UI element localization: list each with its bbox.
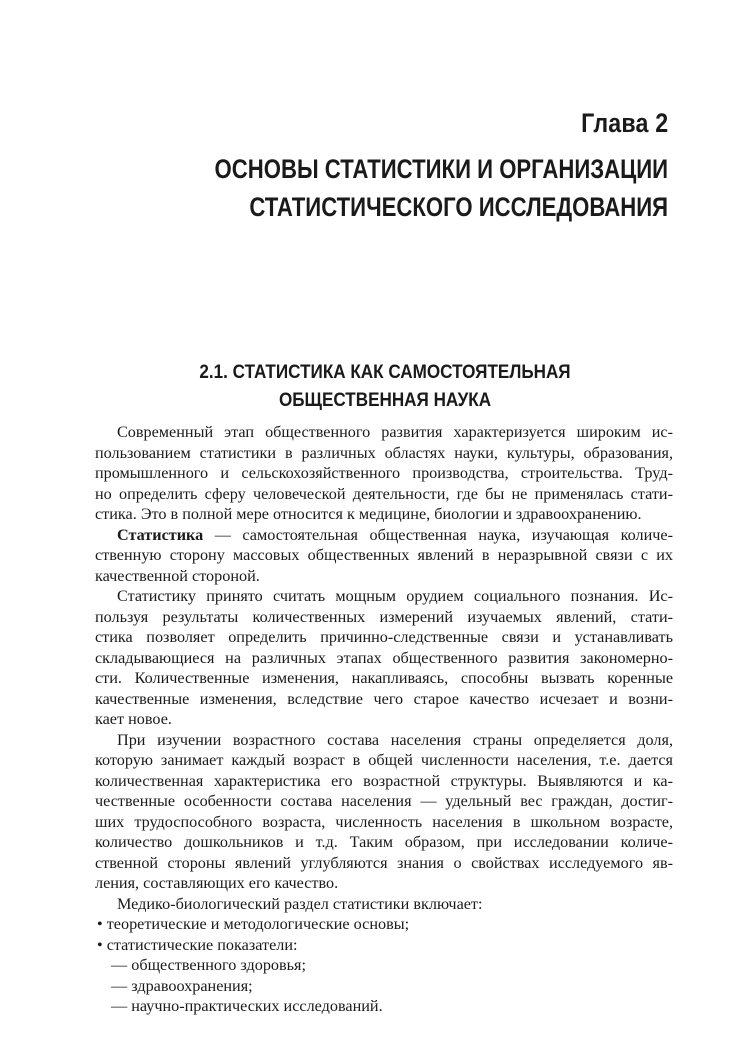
paragraph-line: Медико-биологический раздел статистики включает: bbox=[117, 894, 483, 913]
chapter-title-line: СТАТИСТИЧЕСКОГО ИССЛЕДОВАНИЯ bbox=[249, 192, 668, 222]
paragraph-line: чественные особенности состава населения — удельный вес граждан, достиг- bbox=[95, 792, 673, 810]
paragraph-line: но определить сферу человеческой деятельности, где бы не применялась стати- bbox=[95, 484, 673, 503]
paragraph-line: качественные изменения, вследствие чего старое качество исчезает и возни- bbox=[95, 689, 673, 708]
paragraph-line: качественной стороной. bbox=[95, 566, 260, 585]
defined-term: Статистика bbox=[117, 525, 204, 544]
paragraph-line: Статистику принято считать мощным орудием социального познания. Ис- bbox=[117, 587, 673, 605]
list-subitem: — научно-практических исследований. bbox=[111, 997, 383, 1015]
chapter-title bbox=[214, 150, 668, 226]
list-item: • теоретические и методологические основы; bbox=[97, 915, 410, 933]
paragraph-line: ления, составляющих его качество. bbox=[95, 874, 339, 892]
paragraph-line: количественная характеристика его возрастной структуры. Выявляются и ка- bbox=[95, 771, 673, 790]
list-subitem: — здравоохранения; bbox=[111, 976, 253, 995]
definition-text: — самостоятельная общественная наука, изучающая количе- bbox=[203, 525, 673, 544]
paragraph-line: пользованием статистики в различных областях науки, культуры, образования, bbox=[95, 443, 673, 462]
body-text bbox=[95, 422, 673, 1017]
section-title-line: 2.1. СТАТИСТИКА КАК САМОСТОЯТЕЛЬНАЯ bbox=[199, 362, 571, 383]
paragraph-line: количество дошкольников и т.д. Таким образом, при исследовании количе- bbox=[95, 833, 673, 851]
paragraph-line: стика позволяет определить причинно-следственные связи и устанавливать bbox=[95, 628, 673, 646]
list-subitem: — общественного здоровья; bbox=[111, 956, 306, 974]
paragraph-line: пользуя результаты количественных измерений изучаемых явлений, стати- bbox=[95, 607, 673, 626]
paragraph-line: складывающиеся на различных этапах общественного развития закономерно- bbox=[95, 648, 673, 667]
paragraph-line: ственную сторону массовых общественных явлений в неразрывной связи с их bbox=[95, 546, 673, 564]
paragraph-line: которую занимает каждый возраст в общей численности населения, т.е. дается bbox=[95, 751, 673, 769]
paragraph-line: ших трудоспособного возраста, численность населения в школьном возрасте, bbox=[95, 812, 673, 831]
paragraph-line: промышленного и сельскохозяйственного производства, строительства. Труд- bbox=[95, 464, 673, 482]
paragraph-line: кает новое. bbox=[95, 710, 172, 728]
paragraph-line: Современный этап общественного развития характеризуется широким ис- bbox=[117, 423, 673, 441]
chapter-title-line: ОСНОВЫ СТАТИСТИКИ И ОРГАНИЗАЦИИ bbox=[214, 154, 668, 184]
paragraph-line: стика. Это в полной мере относится к медицине, биологии и здравоохранению. bbox=[95, 505, 642, 523]
chapter-label: Глава 2 bbox=[580, 108, 668, 138]
paragraph-line: сти. Количественные изменения, накапливаясь, способны вызвать коренные bbox=[95, 669, 673, 687]
section-title-line: ОБЩЕСТВЕННАЯ НАУКА bbox=[278, 390, 492, 411]
definition-line bbox=[95, 525, 673, 546]
paragraph-line: ственной стороны явлений углубляются знания о свойствах исследуемого яв- bbox=[95, 853, 673, 872]
list-item: • статистические показатели: bbox=[97, 935, 298, 954]
paragraph-line: При изучении возрастного состава населения страны определяется доля, bbox=[117, 730, 673, 749]
section-title bbox=[95, 359, 675, 415]
